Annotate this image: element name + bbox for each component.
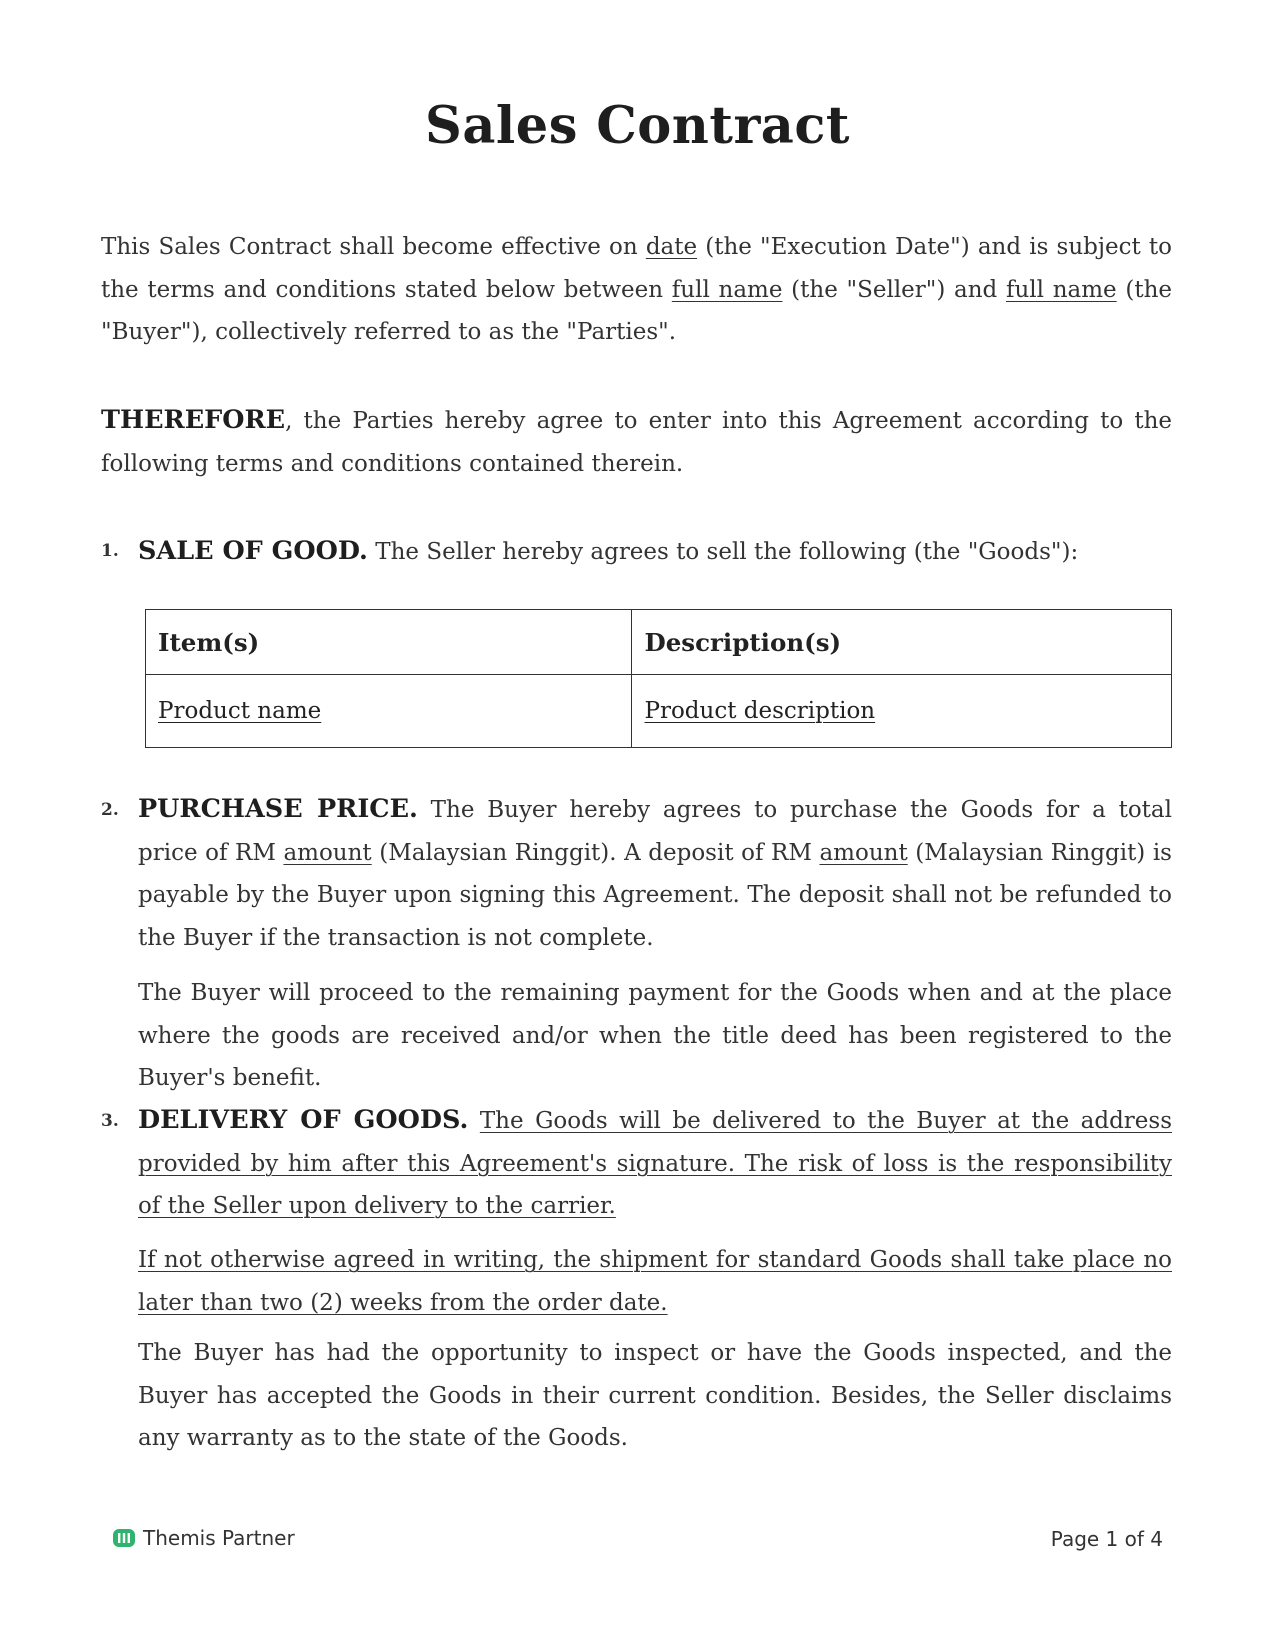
page-number: Page 1 of 4: [1050, 1527, 1163, 1551]
section-2-text-2: (Malaysian Ringgit). A deposit of RM: [371, 839, 820, 866]
section-2-heading: PURCHASE PRICE.: [138, 794, 418, 824]
section-1-heading: SALE OF GOOD.: [138, 536, 368, 566]
execution-date-field: date: [645, 234, 698, 260]
intro-paragraph: [101, 226, 1172, 354]
table-row: [146, 675, 1172, 748]
section-3-heading: DELIVERY OF GOODS.: [138, 1105, 469, 1135]
deposit-amount-field: amount: [819, 839, 908, 866]
intro-text-1: This Sales Contract shall become effective on: [101, 234, 646, 260]
section-2-paragraph-2: The Buyer will proceed to the remaining payment for the Goods when and at the place where the goods are received and/or when the title deed has been registered to the Buyer's benefit.: [138, 980, 1172, 1091]
buyer-name-field: full name: [1005, 276, 1117, 303]
product-description-field: Product description: [644, 698, 876, 724]
section-1-number: 1.: [101, 541, 119, 561]
product-name-field: Product name: [158, 698, 322, 724]
section-3-spacer: [468, 1108, 479, 1134]
table-cell-product-name: [146, 675, 632, 748]
intro-text-4: (the "Buyer"), collectively referred to as the "Parties".: [101, 276, 1173, 345]
footer-brand: [112, 1526, 295, 1550]
document-title: Sales Contract: [425, 96, 850, 156]
section-1-paragraph: [138, 530, 1172, 574]
seller-name-field: full name: [671, 276, 783, 303]
goods-table: [145, 609, 1172, 748]
themis-logo-icon: [112, 1527, 136, 1549]
intro-text-3: (the "Seller") and: [782, 276, 1006, 303]
total-amount-field: amount: [283, 839, 372, 866]
section-2-paragraph: [138, 788, 1172, 959]
section-3-paragraph-3: The Buyer has had the opportunity to inspect or have the Goods inspected, and the Buyer has accepted the Goods in their current condition. Besides, the Seller disclaims any warranty as to the state of the Goods.: [138, 1340, 1172, 1451]
therefore-paragraph: [101, 399, 1172, 485]
table-cell-product-description: [632, 675, 1172, 748]
section-3-number: 3.: [101, 1111, 119, 1131]
intro-text-2: (the "Execution Date") and is subject to the terms and conditions stated below between: [101, 234, 1172, 303]
section-2-text-1: The Buyer hereby agrees to purchase the Goods for a total price of RM: [138, 797, 1172, 866]
table-header-items: Item(s): [146, 610, 632, 675]
section-2-number: 2.: [101, 800, 119, 820]
section-3-delivery-text: The Goods will be delivered to the Buyer at the address provided by him after this Agreement's signature. The risk of loss is the responsibility of the Seller upon delivery to the carrier.: [138, 1108, 1173, 1219]
section-3-paragraph-2: If not otherwise agreed in writing, the shipment for standard Goods shall take place no later than two (2) weeks from the order date.: [138, 1247, 1172, 1316]
footer-brand-name: Themis Partner: [143, 1526, 295, 1550]
table-header-row: [146, 610, 1172, 675]
therefore-heading: THEREFORE: [101, 405, 286, 435]
section-1-text: The Seller hereby agrees to sell the following (the "Goods"):: [367, 539, 1079, 565]
section-3-paragraph: [138, 1099, 1172, 1228]
section-2-text-3: (Malaysian Ringgit) is payable by the Buyer upon signing this Agreement. The deposit shall not be refunded to the Buyer if the transaction is not complete.: [138, 839, 1172, 951]
table-header-descriptions: Description(s): [632, 610, 1172, 675]
therefore-text: , the Parties hereby agree to enter into this Agreement according to the following terms and conditions contained therein.: [101, 408, 1172, 477]
